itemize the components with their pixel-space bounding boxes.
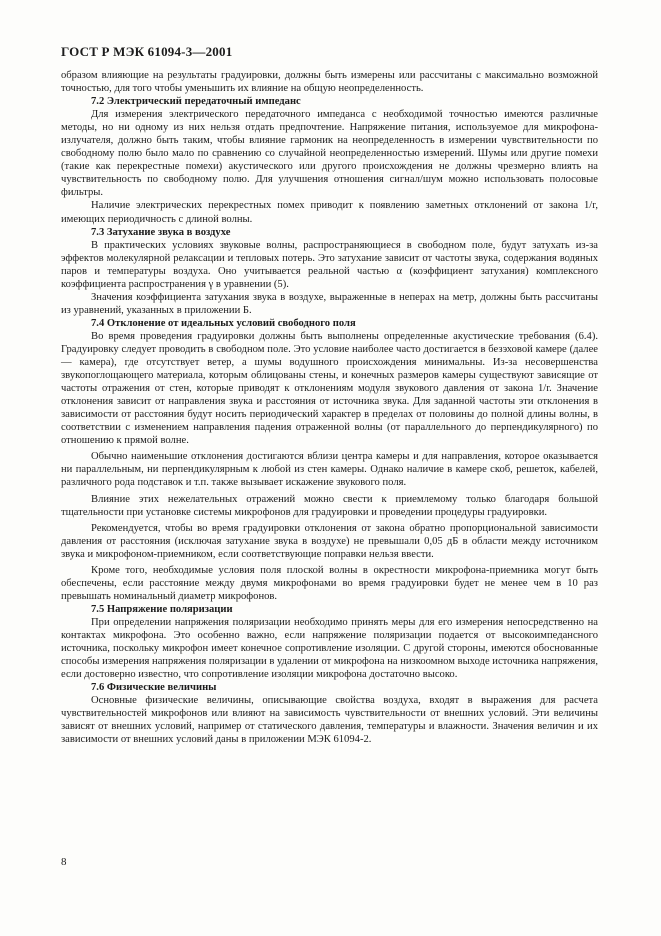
section-heading: 7.4 Отклонение от идеальных условий свободного поля — [91, 317, 356, 329]
paragraph: Для измерения электрического передаточного импеданса с необходимой точностью имеются различные методы, но ни одному из них нельзя отдать предпочтение. Напряжение питания, используемое для микрофона-излучателя, должно быть таким, чтобы влияние гармоник на неопределенность в измерении чувствительности по свободному полю было мало по сравнению со случайной неопределенностью измерений. Шумы или другие помехи (такие как перекрестные помехи) акустического или другого происхождения не должны чрезмерно влиять на чувствительность по свободному полю. Для улучшения отношения сигнал/шум можно использовать полосовые фильтры. — [61, 109, 598, 199]
document-header: ГОСТ Р МЭК 61094-3—2001 — [61, 44, 233, 59]
document-page — [61, 44, 598, 746]
paragraph: образом влияющие на результаты градуировки, должны быть измерены или рассчитаны с максимально возможной точностью, для того чтобы уменьшить их влияние на общую неопределенность. — [61, 70, 598, 95]
section-heading: 7.6 Физические величины — [91, 682, 217, 694]
paragraph: Рекомендуется, чтобы во время градуировки отклонения от закона обратно пропорциональной зависимости давления от расстояния (исключая затухание звука в воздухе) не превышали 0,05 дБ в области между источником звука и микрофоном-приемником, если соответствующие поправки нельзя ввести. — [61, 522, 598, 560]
paragraph: Обычно наименьшие отклонения достигаются вблизи центра камеры и для направления, которое оказывается ни параллельным, ни перпендикулярным к любой из стен камеры. Однако наличие в камере скоб, решеток, кабелей, различного рода подставок и т.п. также вызывает искажение звукового поля. — [61, 451, 598, 489]
paragraph: Значения коэффициента затухания звука в воздухе, выраженные в неперах на метр, должны быть рассчитаны из уравнений, указанных в приложении Б. — [61, 291, 598, 316]
section-heading: 7.5 Напряжение поляризации — [91, 603, 233, 615]
paragraph: Основные физические величины, описывающие свойства воздуха, входят в выражения для расчета чувствительностей микрофонов или влияют на зависимость чувствительности от внешних условий. Эти величины зависят от внешних условий, например от статического давления, температуры и влажности. Значения величин и их зависимости от внешних условий даны в приложении МЭК 61094-2. — [61, 695, 598, 746]
paragraph: Во время проведения градуировки должны быть выполнены определенные акустические требования (6.4). Градуировку следует проводить в свободном поле. Это условие наиболее часто достигается в безэховой камере (далее — камера), где отсутствует ветер, а шумы водушного происхождения минимальны. Из-за несовершенства звукопоглощающего материала, которым облицованы стены, и конечных размеров камеры существуют зависящие от частоты отражения от стен, которые приводят к отклонениям модуля звукового давления от закона 1/r. Значение отклонения зависит от направления звука и расстояния от источника звука. Для заданной частоты эти отклонения в зависимости от расстояния будут носить периодический характер в пределах от половины до полной длины волны, в соответствии с изменением направления падения отраженной волны (от параллельного до перпендикулярного) по отношению к прямой волне. — [61, 330, 598, 447]
paragraph: Кроме того, необходимые условия поля плоской волны в окрестности микрофона-приемника могут быть обеспечены, если расстояние между двумя микрофонами во время градуировки будет не менее чем в 10 раз превышать номинальный диаметр микрофонов. — [61, 564, 598, 602]
section-heading: 7.3 Затухание звука в воздухе — [91, 226, 231, 238]
paragraph: При определении напряжения поляризации необходимо принять меры для его измерения непосредственно на контактах микрофона. Это особенно важно, если напряжение поляризации подается от высокоимпедансного источника, поскольку микрофон имеет конечное сопротивление изоляции. С другой стороны, имеются обоснованные способы измерения напряжения поляризации в удалении от микрофона на низкоомном выходе источника напряжения, если достоверно известно, что сопротивление изоляции микрофона достаточно высоко. — [61, 616, 599, 681]
section-heading: 7.2 Электрический передаточный импеданс — [91, 96, 301, 108]
page-number: 8 — [61, 856, 67, 868]
paragraph: Влияние этих нежелательных отражений можно свести к приемлемому только благодаря большой тщательности при установке системы микрофонов для градуировки и проведении процедуры градуировки. — [61, 493, 598, 518]
paragraph: Наличие электрических перекрестных помех приводит к появлению заметных отклонений от закона 1/r, имеющих периодичность с длиной волны. — [61, 200, 598, 225]
document-body — [61, 69, 598, 746]
paragraph: В практических условиях звуковые волны, распространяющиеся в свободном поле, будут затухать из-за эффектов молекулярной релаксации и тепловых потерь. Это затухание зависит от частоты звука, содержания водяных паров и температуры воздуха. Оно учитывается реальной частью α (коэффициент затухания) комплексного коэффициента распространения γ в уравнении (5). — [61, 239, 598, 290]
